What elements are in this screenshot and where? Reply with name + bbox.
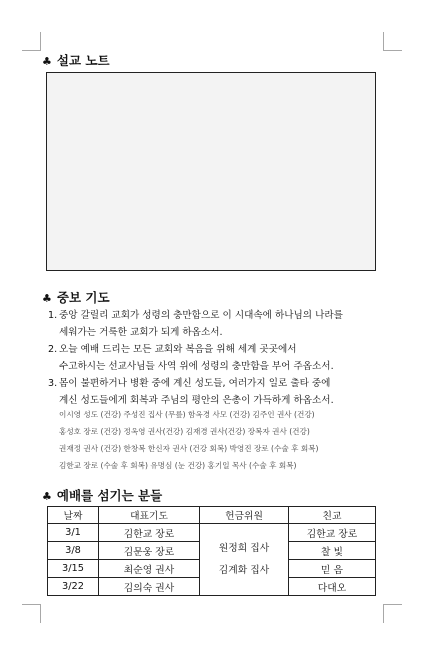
prayer-list [48,307,378,409]
sick-list-line: 권재정 권사 (건강) 한창복 한신자 권사 (건강 회복) 박영진 장로 (수술 후 회복) [59,444,319,453]
table-header-row [48,507,376,524]
sermon-notes-heading [42,51,110,69]
intercession-title: 중보 기도 [56,290,110,305]
prayer-leader-cell: 김한교 장로 [99,524,200,542]
date-cell: 3/22 [48,578,99,596]
sermon-notes-box[interactable] [46,72,376,271]
intercession-heading [42,288,110,306]
club-suit-icon: ♣ [42,55,52,68]
date-cell: 3/15 [48,560,99,578]
prayer-text: 오늘 예배 드리는 모든 교회와 복음을 위해 세계 곳곳에서 수고하시는 선교사님들 사역 위에 성령의 충만함을 부어 주옵소서. [59,344,334,372]
prayer-leader-cell: 김의숙 권사 [99,578,200,596]
sick-list-line: 홍성호 장로 (건강) 정옥영 권사(건강) 김재경 권사(건강) 장복자 권사 (건강) [59,427,310,436]
prayer-text: 중앙 갈릴리 교회가 성령의 충만함으로 이 시대속에 하나님의 나라를 세워가는 거룩한 교회가 되게 하옵소서. [59,310,343,338]
sermon-notes-title: 설교 노트 [56,53,110,68]
crop-mark-bottom-left [22,604,41,623]
date-cell: 3/8 [48,542,99,560]
crop-mark-top-right [383,32,402,51]
crop-mark-bottom-right [383,604,402,623]
prayer-leader-cell: 김문웅 장로 [99,542,200,560]
prayer-item [48,307,378,341]
prayer-leader-cell: 최순영 권사 [99,560,200,578]
prayer-number: 1. [48,310,58,321]
date-cell: 3/1 [48,524,99,542]
crop-mark-top-left [22,32,41,51]
sick-members-list [59,406,318,474]
header-fellowship: 친교 [289,507,376,524]
club-suit-icon: ♣ [42,292,52,305]
header-date: 날짜 [48,507,99,524]
prayer-item [48,375,378,409]
sick-list-line: 이시영 성도 (건강) 주성진 집사 (무릎) 함옥경 사모 (건강) 김주인 권사 (건강) [59,410,315,419]
fellowship-cell: 김한교 장로 [289,524,376,542]
prayer-text: 몸이 불편하거나 병환 중에 계신 성도들, 여러가지 일로 출타 중에 계신 성도들에게 회복과 주님의 평안의 은총이 가득하게 하옵소서. [59,378,334,406]
servants-heading [42,486,162,504]
fellowship-cell: 찰 빛 [289,542,376,560]
prayer-item [48,341,378,375]
offering-member: 원정희 집사 [218,542,270,554]
header-prayer: 대표기도 [99,507,200,524]
club-suit-icon: ♣ [42,490,52,503]
prayer-number: 2. [48,344,58,355]
table-row [48,524,376,542]
prayer-number: 3. [48,378,58,389]
fellowship-cell: 믿 음 [289,560,376,578]
header-offering: 헌금위원 [200,507,289,524]
servants-table [47,506,376,596]
sick-list-line: 김한교 장로 (수술 후 회복) 유명심 (눈 건강) 홍기일 목사 (수술 후 회복) [59,461,297,470]
servants-title: 예배를 섬기는 분들 [56,488,163,503]
offering-committee-cell [200,524,289,596]
fellowship-cell: 다대오 [289,578,376,596]
offering-member: 김계화 집사 [218,564,270,576]
